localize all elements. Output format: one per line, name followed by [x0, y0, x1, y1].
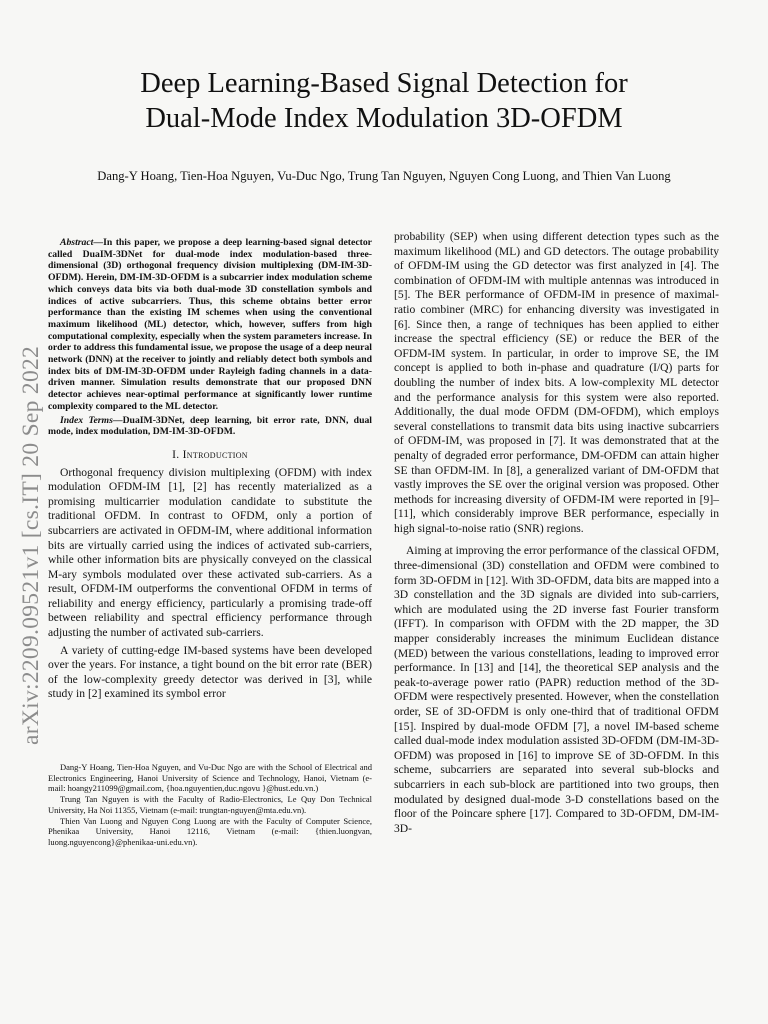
paragraph: probability (SEP) when using different detection types such as the maximum likelihood (ML) and GD detectors. The outage probability of OFDM-IM using the GD detector was first analyzed in [4]. The combination of OFDM-IM with multiple antennas was introduced in [5]. The BER performance of OFDM-IM in presence of maximal-ratio combiner (MRC) for enhancing diversity was investigated in [6]. Since then, a range of techniques has been applied to either increase the spectral efficiency (SE) or reduce the BER of the OFDM-IM system. In particular, in order to improve SE, the IM concept is applied to both in-phase and quadrature (I/Q) parts for doubling the number of index bits. A low-complexity ML detector and the performance analysis for this system were also reported. Additionally, the dual mode OFDM (DM-OFDM), which employs several constellations to transmit data bits using inactive subcarriers of OFDM-IM, was proposed in [7]. It was demonstrated that at the penalty of degraded error performance, DM-OFDM can attain higher SE than OFDM-IM. In [8], a generalized variant of DM-OFDM that vastly improves the SE over the original version was proposed. Other methods for increasing diversity of OFDM-IM were reported in [9]–[11], which considerably improve BER performance, especially in high signal-to-noise ratio (SNR) regions.	[394, 230, 719, 535]
title-line-2: Dual-Mode Index Modulation 3D-OFDM	[145, 103, 623, 134]
title-line-1: Deep Learning-Based Signal Detection for	[140, 68, 628, 99]
abstract-text: —In this paper, we propose a deep learning-based signal detector called DuaIM-3DNet for dual-mode index modulation-based three-dimensional (3D) orthogonal frequency division multiplexing (DM-IM-3D-OFDM). Herein, DM-IM-3D-OFDM is a subcarrier index modulation scheme which conveys data bits via both dual-mode 3D constellation symbols and indices of active subcarriers. Thus, this scheme obtains better error performance than the existing IM schemes when using the conventional maximum likelihood (ML) detector, which, however, suffers from high computational complexity, especially when the system parameters increase. In order to address this fundamental issue, we propose the usage of a deep neural network (DNN) at the receiver to jointly and reliably detect both symbols and index bits of DM-IM-3D-OFDM under Rayleigh fading channels in a data-driven manner. Simulation results demonstrate that our proposed DNN detector achieves near-optimal performance at significantly lower runtime complexity compared to the ML detector.	[48, 237, 372, 412]
abstract-label: Abstract	[60, 237, 94, 248]
index-terms	[48, 415, 372, 438]
abstract	[48, 237, 372, 413]
footnote: Dang-Y Hoang, Tien-Hoa Nguyen, and Vu-Duc Ngo are with the School of Electrical and Electronics Engineering, Hanoi University of Science and Technology, Hanoi, Vietnam (e-mail: hoangy211099@gmail.com, {hoa.nguyentien,duc.ngovu }@hust.edu.vn.)	[48, 762, 372, 794]
section-heading-introduction: I. Introduction	[172, 447, 248, 461]
arxiv-identifier: arXiv:2209.09521v1 [cs.IT] 20 Sep 2022	[18, 345, 44, 745]
footnote: Thien Van Luong and Nguyen Cong Luong are with the Faculty of Computer Science, Phenikaa University, Hanoi 12116, Vietnam (e-mail: {thien.luongvan, luong.nguyencong}@phenikaa-uni.edu.vn).	[48, 815, 372, 847]
index-terms-text: —DuaIM-3DNet, deep learning, bit error rate, DNN, dual mode, index modulation, DM-IM-3D-OFDM.	[48, 414, 372, 438]
paper-title	[40, 66, 728, 136]
paragraph: Aiming at improving the error performance of the classical OFDM, three-dimensional (3D) constellation and OFDM were combined to form 3D-OFDM in [12]. With 3D-OFDM, data bits are mapped into a 3D constellation and the 3D signals are divided into sub-carriers, which are modulated using the 2D inverse fast Fourier transform (IFFT). In comparison with OFDM with the 2D mapper, the 3D mapper considerably increases the minimum Euclidean distance (MED) between the various constellations, leading to improved error performance. In [13] and [14], the theoretical SEP analysis and the peak-to-average power ratio (PAPR) reduction method of the 3D-OFDM were respectively presented. However, when the constellation order, SE of 3D-OFDM is only one-third that of traditional OFDM [15]. Inspired by dual-mode OFDM [7], a novel IM-based scheme called dual-mode index modulation assisted 3D-OFDM (DM-IM-3D-OFDM) was proposed in [16] to improve SE of 3D-OFDM. In this scheme, subcarriers are separated into several sub-blocks and subcarriers in each sub-block are partitioned into two groups, then modulated by designed dual-mode 3-D constellations based on the floor of the Poincare sphere [17]. Compared to 3D-OFDM, DM-IM-3D-	[394, 544, 719, 835]
right-column	[394, 230, 719, 836]
footnotes	[48, 762, 372, 848]
author-list: Dang-Y Hoang, Tien-Hoa Nguyen, Vu-Duc Ngo, Trung Tan Nguyen, Nguyen Cong Luong, and Thien Van Luong	[97, 169, 671, 183]
index-terms-label: Index Terms	[60, 414, 113, 426]
paragraph: Orthogonal frequency division multiplexing (OFDM) with index modulation OFDM-IM [1], [2] has recently materialized as a promising multicarrier modulation candidate to substitute the traditional OFDM. In contrast to OFDM, only a portion of subcarriers are activated in OFDM-IM, where additional information bits are virtually carried using the indices of activated sub-carriers, while other information bits are physically conveyed on the classical M-ary symbols modulated over these activated sub-carriers. As a result, OFDM-IM outperforms the conventional OFDM in terms of reliability and energy efficiency, particularly a promising trade-off between reliability and spectral efficiency performance through adjusting the number of activated sub-carriers.	[48, 465, 372, 640]
paragraph: A variety of cutting-edge IM-based systems have been developed over the years. For instance, a tight bound on the bit error rate (BER) of the low-complexity greedy detector was derived in [3], while study in [2] examined its symbol error	[48, 643, 372, 701]
footnote: Trung Tan Nguyen is with the Faculty of Radio-Electronics, Le Quy Don Technical University, Ha Noi 11355, Vietnam (e-mail: trungtan-nguyen@mta.edu.vn).	[48, 794, 372, 815]
left-column	[48, 237, 372, 702]
